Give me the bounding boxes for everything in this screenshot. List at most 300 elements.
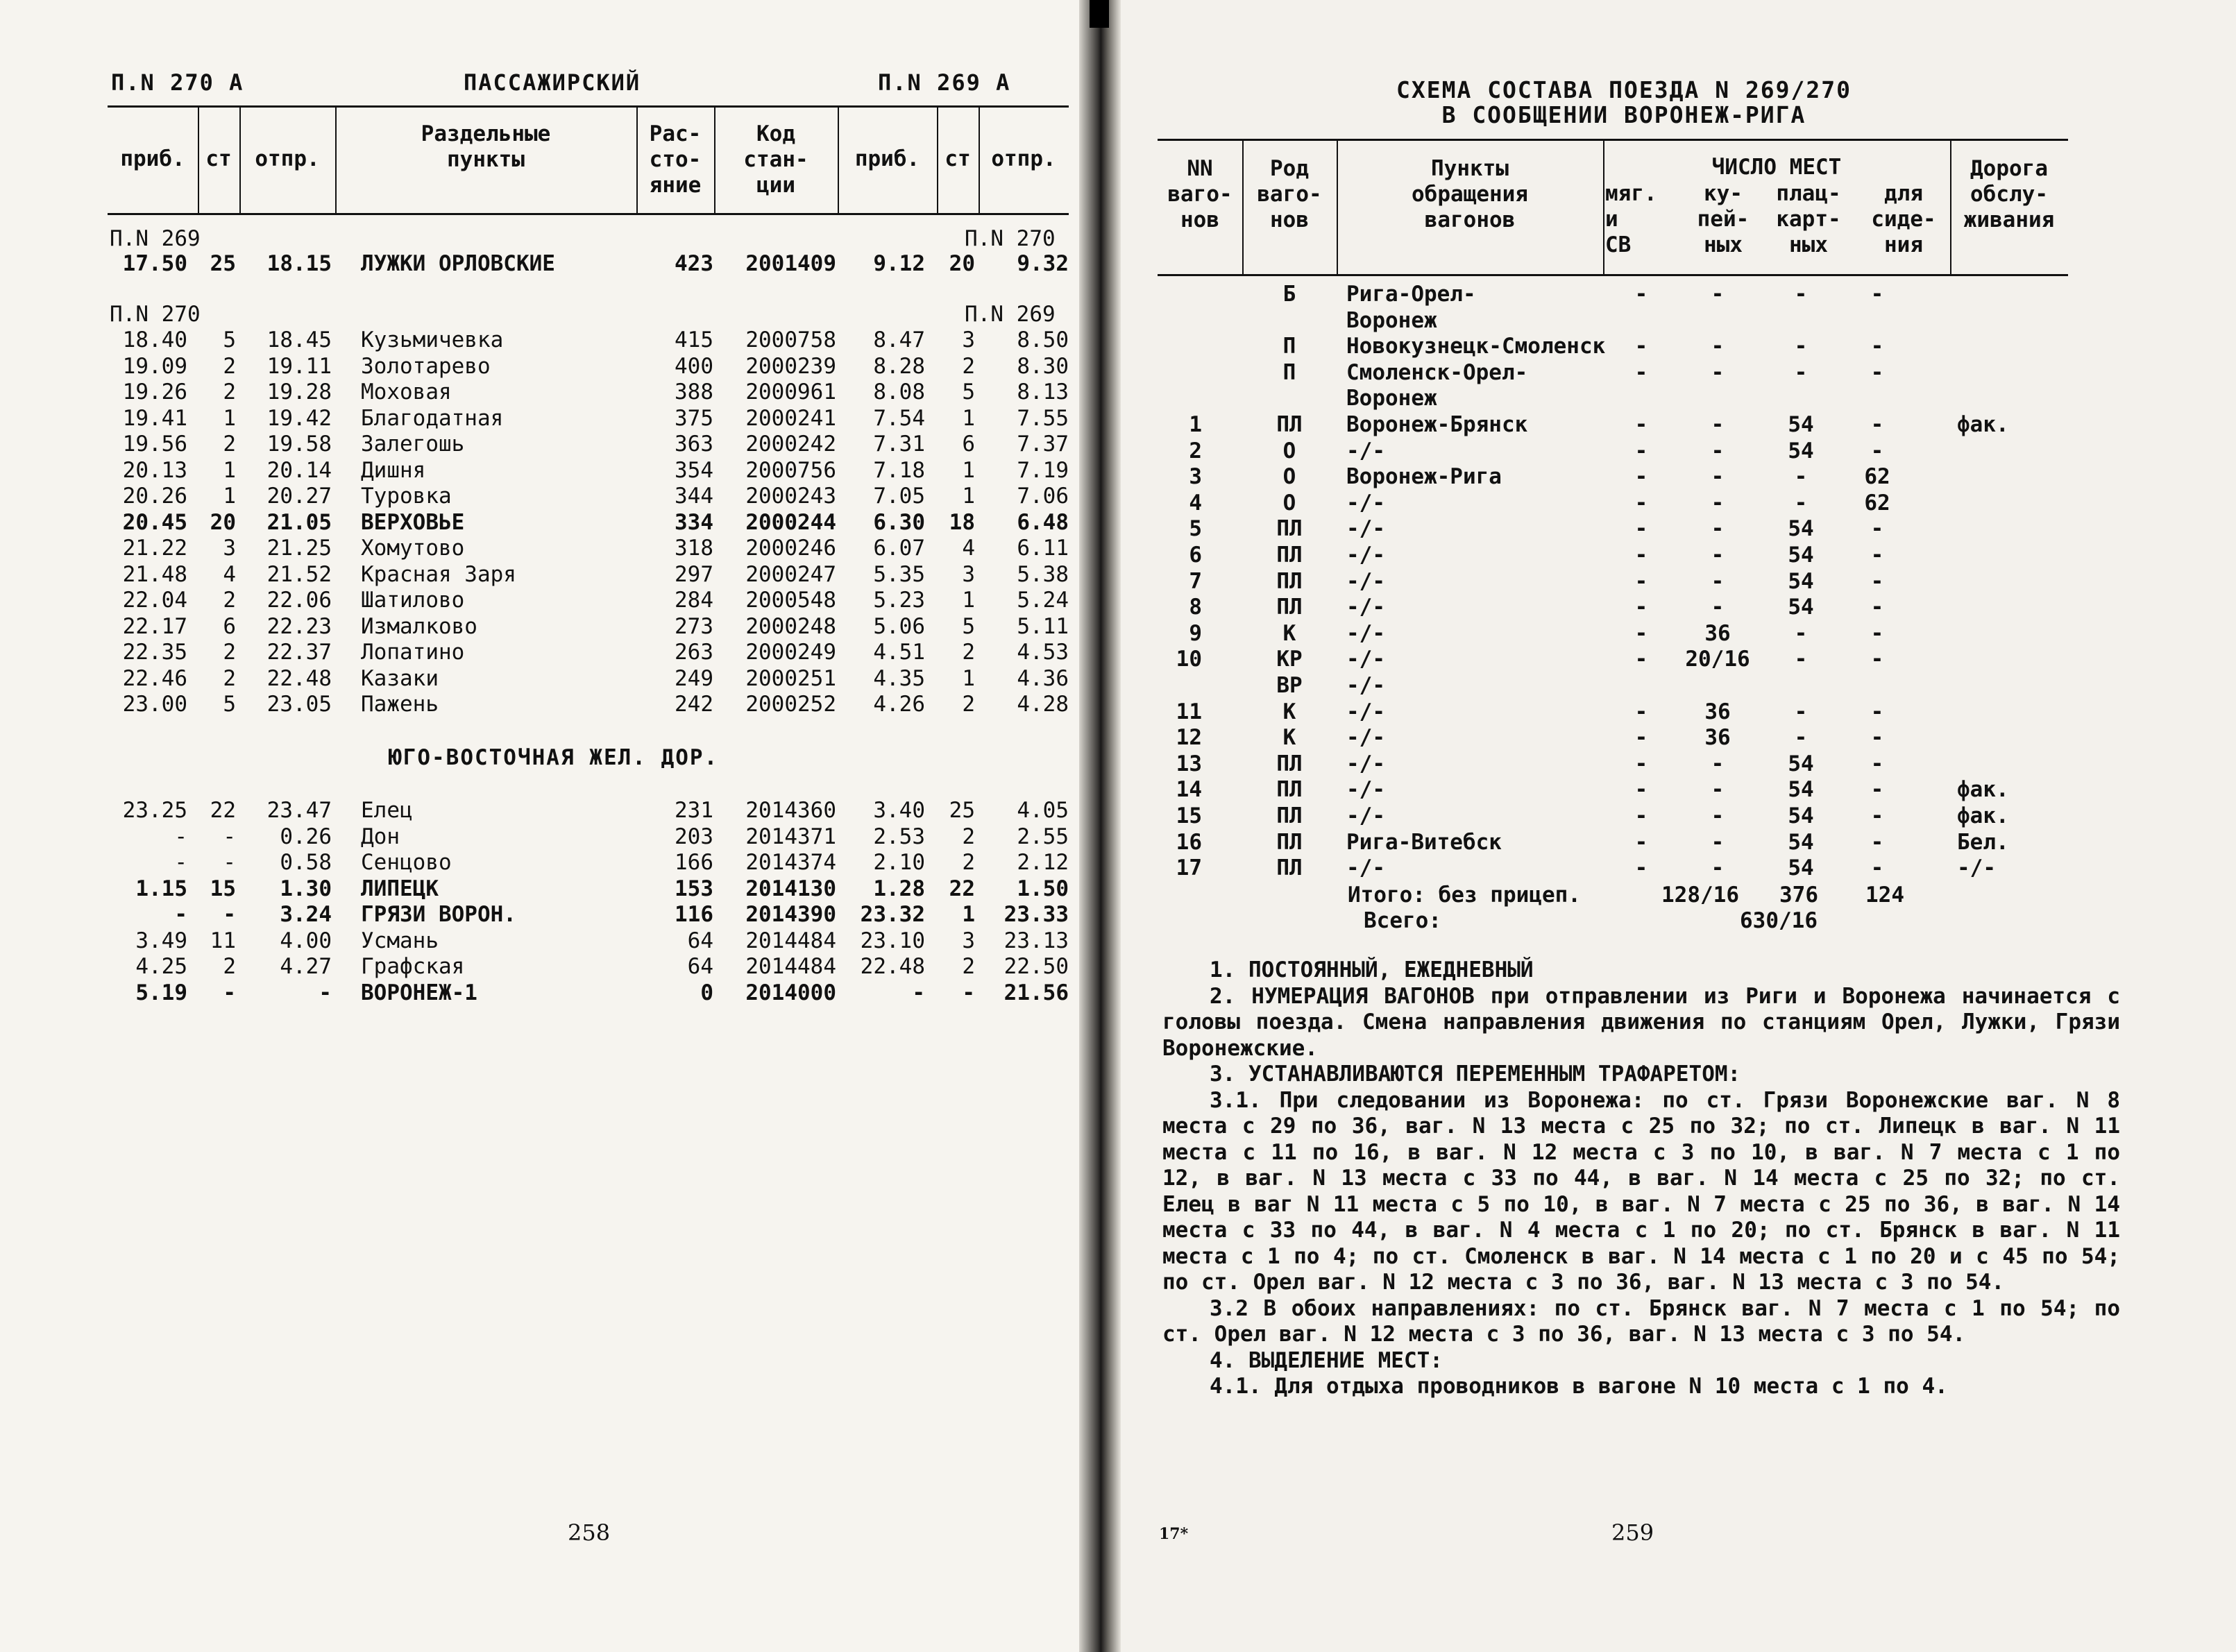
cell-soft: - [1634,334,1648,359]
cell-st: 2 [223,640,236,665]
cell-coupe: 20/16 [1685,647,1750,672]
cell-code: 2014360 [745,798,836,823]
cell-nn: 5 [1189,516,1202,542]
cell-soft: - [1634,490,1648,516]
cell-code: 2014000 [745,980,836,1005]
cell-dep2: 4.28 [1017,692,1069,717]
col-soft: мяг. и СВ [1605,181,1657,257]
table-row [0,621,2236,647]
cell-st2: - [962,980,975,1005]
cell-arr2: 23.10 [860,928,925,953]
cell-soft: - [1634,829,1648,855]
cell-nn: 6 [1189,543,1202,568]
table-row [0,725,2236,751]
col-sitting: для сиде- ния [1871,181,1936,257]
cell-soft: - [1634,620,1648,646]
cell-dist: 400 [675,353,713,379]
cell-sit: - [1870,334,1884,359]
cell-arr: - [174,902,187,927]
cell-name: ВЕРХОВЬЕ [361,509,465,535]
cell-sit: 62 [1864,464,1890,490]
cell-coupe: - [1711,568,1725,594]
table-row [0,360,2236,386]
col-arrival: приб. [120,146,185,171]
cell-st: - [223,980,236,1005]
cell-dist: 64 [687,928,713,953]
cell-dist: 273 [675,613,713,639]
cell-arr: 22.46 [122,665,187,691]
cell-st: 4 [223,561,236,587]
cell-dist: 334 [675,509,713,535]
cell-st2: 25 [949,798,975,823]
cell-dep2: 7.55 [1017,405,1069,431]
cell-sit: - [1870,803,1884,828]
cell-code: 2000758 [745,327,836,352]
col-seats-group: ЧИСЛО МЕСТ [1711,155,1842,180]
cell-kind: ПЛ [1276,516,1303,542]
cell-arr2: 8.47 [873,327,925,352]
cell-st2: 5 [962,613,975,639]
cell-nn: 1 [1189,412,1202,437]
cell-plac: 54 [1788,751,1814,776]
cell-soft: - [1634,725,1648,751]
cell-arr2: 8.28 [873,353,925,379]
table-row [0,251,1096,277]
cell-st: 1 [223,484,236,509]
table-row [0,803,2236,829]
cell-route: Рига-Витебск [1346,829,1502,855]
col-distance: Рас- сто- яние [649,121,702,198]
cell-dist: 231 [675,798,713,823]
cell-kind: П [1282,334,1296,359]
cell-sit: - [1870,699,1884,724]
cell-st2: 18 [949,509,975,535]
cell-dep: 23.05 [266,692,332,717]
cell-kind: О [1282,464,1296,490]
cell-dep: 19.42 [266,405,332,431]
cell-dep2: 2.12 [1017,850,1069,875]
cell-sit: - [1870,725,1884,751]
cell-st2: 2 [962,850,975,875]
note-2: 2. НУМЕРАЦИЯ ВАГОНОВ при отправлении из Риги и Воронежа начинается с головы поезда. Смена направления движения по станциям Орел, Лужки, Грязи Воронежские. [1162,983,2120,1061]
cell-name: Хомутово [361,536,465,561]
cell-code: 2000961 [745,380,836,405]
cell-sit: - [1870,359,1884,385]
cell-code: 2000251 [745,665,836,691]
cell-soft: - [1634,595,1648,620]
cell-nn: 17 [1176,855,1202,881]
col-route: Пункты обращения вагонов [1412,156,1528,232]
cell-dist: 153 [675,876,713,901]
cell-code: 2000246 [745,536,836,561]
cell-arr: 21.48 [122,561,187,587]
cell-dep2: 6.11 [1017,536,1069,561]
cell-route: Воронеж-Брянск [1346,412,1528,437]
cell-dep2: 5.38 [1017,561,1069,587]
cell-arr2: 7.54 [873,405,925,431]
cell-st: 5 [223,327,236,352]
note-3-1: 3.1. При следовании из Воронежа: по ст. Грязи Воронежские ваг. N 8 места с 29 по 36, ваг. N 13 места с 25 по 32; по ст. Липецк в ваг. N 11 места с 11 по 16, в ваг. N 12 места с 3 по 10, в ваг. N 7 места с 1 по 12, в ваг. N 13 места с 33 по 44, в ваг. N 14 места с 25 по 32; по ст. Елец в ваг N 11 места с 5 по 10, в ваг. N 7 места с 25 по 36, в ваг. N 14 места с 33 по 44, в ваг. N 4 места с 1 по 20; по ст. Брянск в ваг. N 11 места с 1 по 4; по ст. Смоленск в ваг. N 14 места с 1 по 20 и с 45 по 54; по ст. Орел ваг. N 12 места с 3 по 36, ваг. N 13 места с 3 по 54. [1162,1087,2120,1295]
cell-st2: 2 [962,824,975,849]
cell-nn: 2 [1189,438,1202,463]
cell-dep2: 6.48 [1017,509,1069,535]
cell-st: 22 [210,798,236,823]
cell-dist: 203 [675,824,713,849]
cell-plac: - [1794,647,1808,672]
notes-block [1162,957,2120,1400]
col-departure-2: отпр. [991,146,1056,171]
col-departure: отпр. [255,146,320,171]
table-row [0,647,2236,672]
cell-coupe: - [1711,438,1725,463]
cell-st2: 3 [962,561,975,587]
cell-soft: - [1634,855,1648,881]
table-row [0,902,1096,928]
cell-dist: 284 [675,588,713,613]
cell-dep: 3.24 [280,902,332,927]
cell-dep: 23.47 [266,798,332,823]
cell-arr: 19.56 [122,432,187,457]
cell-name: ВОРОНЕЖ-1 [361,980,477,1005]
table-row [0,516,2236,542]
cell-code: 2014484 [745,928,836,953]
cell-soft: - [1634,751,1648,776]
col-points: Раздельные пункты [421,121,551,172]
cell-plac: - [1794,334,1808,359]
cell-name: ГРЯЗИ ВОРОН. [361,902,516,927]
cell-nn: 16 [1176,829,1202,855]
cell-dep: 22.06 [266,588,332,613]
cell-code: 2000242 [745,432,836,457]
cell-st: 25 [210,251,236,276]
cell-st2: 5 [962,380,975,405]
cell-route: -/- [1346,647,1385,672]
cell-kind: П [1282,359,1296,385]
cell-name: Казаки [361,665,439,691]
cell-road: -/- [1957,855,1996,881]
cell-arr: 19.26 [122,380,187,405]
cell-arr: - [174,850,187,875]
cell-route: -/- [1346,725,1385,751]
cell-name: Сенцово [361,850,452,875]
cell-name: ЛИПЕЦК [361,876,439,901]
note-3-2: 3.2 В обоих направлениях: по ст. Брянск ваг. N 7 места с 1 по 54; по ст. Орел ваг. N 12 места с 3 по 36, ваг. N 13 места с 3 по 54. [1162,1295,2120,1347]
cell-kind: О [1282,490,1296,516]
table-row [0,777,2236,803]
cell-coupe: - [1711,412,1725,437]
cell-arr2: 2.10 [873,850,925,875]
signature-mark: 17* [1159,1525,1189,1543]
cell-arr2: 4.51 [873,640,925,665]
cell-arr: 19.41 [122,405,187,431]
cell-plac: 54 [1788,568,1814,594]
scheme-title-line1: СХЕМА СОСТАВА ПОЕЗДА N 269/270 [1396,76,1852,103]
cell-kind: К [1282,725,1296,751]
cell-code: 2014484 [745,954,836,979]
cell-dep: 0.26 [280,824,332,849]
cell-code: 2000241 [745,405,836,431]
cell-plac: - [1794,620,1808,646]
cell-st2: 1 [962,405,975,431]
cell-soft: - [1634,282,1648,307]
cell-st: 1 [223,405,236,431]
cell-arr: 17.50 [122,251,187,276]
cell-arr2: 7.18 [873,457,925,483]
cell-plac: - [1794,282,1808,307]
cell-arr: 20.13 [122,457,187,483]
cell-name: Шатилово [361,588,465,613]
grand-total-value: 630/16 [1740,908,1818,933]
col-coupe: ку- пей- ных [1697,181,1750,257]
cell-soft: - [1634,647,1648,672]
cell-nn: 13 [1176,751,1202,776]
cell-st2: 2 [962,692,975,717]
cell-dep: - [319,980,332,1005]
cell-coupe: 36 [1704,699,1731,724]
cell-sit: - [1870,595,1884,620]
cell-nn: 10 [1176,647,1202,672]
cell-plac: - [1794,490,1808,516]
cell-plac: - [1794,359,1808,385]
cell-dist: 263 [675,640,713,665]
table-row [0,954,1096,980]
cell-coupe: - [1711,829,1725,855]
cell-soft: - [1634,412,1648,437]
cell-arr: 23.25 [122,798,187,823]
cell-dep: 19.11 [266,353,332,379]
cell-road: Бел. [1957,829,2009,855]
cell-nn: 3 [1189,464,1202,490]
totals-platz: 376 [1779,883,1818,908]
cell-road: фак. [1957,412,2009,437]
cell-st: - [223,902,236,927]
cell-arr2: 1.28 [873,876,925,901]
cell-coupe: - [1711,464,1725,490]
note-1: 1. ПОСТОЯННЫЙ, ЕЖЕДНЕВНЫЙ [1210,957,1534,982]
cell-dep2: 5.24 [1017,588,1069,613]
group1-left-label: П.N 269 [110,226,201,251]
cell-arr: 3.49 [135,928,187,953]
cell-arr: 20.45 [122,509,187,535]
cell-kind: ПЛ [1276,829,1303,855]
cell-dep: 22.23 [266,613,332,639]
cell-dep2: 23.13 [1003,928,1069,953]
cell-arr2: 4.26 [873,692,925,717]
cell-dep: 1.30 [280,876,332,901]
cell-arr: 21.22 [122,536,187,561]
cell-dist: 375 [675,405,713,431]
cell-code: 2000247 [745,561,836,587]
cell-sit: - [1870,751,1884,776]
cell-dep: 4.00 [280,928,332,953]
col-platz: плац- карт- ных [1776,181,1841,257]
cell-name: Моховая [361,380,452,405]
cell-soft: - [1634,543,1648,568]
cell-nn: 7 [1189,568,1202,594]
cell-plac: 54 [1788,516,1814,542]
cell-coupe: - [1711,490,1725,516]
cell-dist: 354 [675,457,713,483]
cell-route: Воронеж-Рига [1346,464,1502,490]
cell-coupe: - [1711,543,1725,568]
table-row [0,980,1096,1006]
cell-st2: 22 [949,876,975,901]
cell-name: Елец [361,798,413,823]
cell-name: Золотарево [361,353,491,379]
cell-arr: 22.35 [122,640,187,665]
cell-dep: 21.25 [266,536,332,561]
cell-name: Пажень [361,692,439,717]
cell-soft: - [1634,516,1648,542]
cell-sit: - [1870,412,1884,437]
table-row [0,699,2236,725]
cell-plac: 54 [1788,777,1814,803]
cell-dep: 18.45 [266,327,332,352]
composition-header [1158,139,2068,276]
cell-st: 3 [223,536,236,561]
cell-soft: - [1634,568,1648,594]
cell-name: Благодатная [361,405,504,431]
cell-name: Кузьмичевка [361,327,504,352]
cell-dep: 0.58 [280,850,332,875]
table-row [0,830,2236,855]
cell-arr2: 5.06 [873,613,925,639]
cell-kind: ПЛ [1276,777,1303,803]
cell-coupe: - [1711,855,1725,881]
cell-st2: 3 [962,928,975,953]
cell-kind: К [1282,620,1296,646]
cell-arr2: - [912,980,925,1005]
cell-plac: 54 [1788,543,1814,568]
cell-kind: КР [1276,647,1303,672]
cell-code: 2000548 [745,588,836,613]
cell-st: 2 [223,380,236,405]
cell-dep2: 8.13 [1017,380,1069,405]
cell-road: фак. [1957,777,2009,803]
cell-dep2: 1.50 [1017,876,1069,901]
cell-sit: - [1870,543,1884,568]
cell-dep: 4.27 [280,954,332,979]
note-4: 4. ВЫДЕЛЕНИЕ МЕСТ: [1210,1347,1443,1373]
cell-soft: - [1634,699,1648,724]
col-stop: ст [205,146,232,171]
cell-arr2: 9.12 [873,251,925,276]
cell-dep: 19.28 [266,380,332,405]
cell-route: -/- [1346,543,1385,568]
cell-route: -/- [1346,803,1385,828]
cell-st: 1 [223,457,236,483]
cell-code: 2000239 [745,353,836,379]
table-row [0,464,2236,490]
cell-dep: 22.48 [266,665,332,691]
left-train-label: П.N 270 А [111,69,244,96]
cell-plac: 54 [1788,803,1814,828]
scheme-title-line2: В СООБЩЕНИИ ВОРОНЕЖ-РИГА [1441,101,1806,128]
cell-dist: 249 [675,665,713,691]
cell-route: -/- [1346,699,1385,724]
cell-dep: 19.58 [266,432,332,457]
cell-dep2: 7.19 [1017,457,1069,483]
cell-code: 2014374 [745,850,836,875]
cell-coupe: - [1711,516,1725,542]
cell-code: 2014371 [745,824,836,849]
cell-st: 2 [223,432,236,457]
table-row [0,282,2236,307]
cell-route: Рига-Орел- [1346,282,1476,307]
cell-st: 2 [223,588,236,613]
cell-kind: О [1282,438,1296,463]
cell-soft: - [1634,803,1648,828]
cell-route: -/- [1346,568,1385,594]
cell-dep2: 4.05 [1017,798,1069,823]
table-row [0,595,2236,620]
cell-st: 2 [223,353,236,379]
cell-dep: 22.37 [266,640,332,665]
cell-dep: 20.14 [266,457,332,483]
totals-label: Итого: без прицеп. [1348,883,1581,908]
cell-name: Графская [361,954,465,979]
cell-st2: 3 [962,327,975,352]
gutter-tab [1090,0,1109,28]
table-row [0,386,2236,411]
cell-st: - [223,824,236,849]
cell-sit: - [1870,568,1884,594]
cell-st2: 2 [962,640,975,665]
cell-st2: 1 [962,902,975,927]
cell-plac: 54 [1788,438,1814,463]
cell-arr: 22.04 [122,588,187,613]
cell-dist: 166 [675,850,713,875]
cell-dep: 20.27 [266,484,332,509]
cell-plac: - [1794,699,1808,724]
table-row [0,543,2236,568]
cell-route: Новокузнецк-Смоленск [1346,334,1606,359]
cell-code: 2000244 [745,509,836,535]
cell-dep2: 9.32 [1017,251,1069,276]
cell-st2: 1 [962,484,975,509]
cell-arr: 4.25 [135,954,187,979]
table-row [0,334,2236,359]
cell-dep2: 8.30 [1017,353,1069,379]
cell-st2: 1 [962,665,975,691]
cell-st2: 1 [962,457,975,483]
cell-dep2: 4.53 [1017,640,1069,665]
cell-arr2: 3.40 [873,798,925,823]
cell-code: 2014130 [745,876,836,901]
col-arrival-2: приб. [854,146,920,171]
cell-route: -/- [1346,751,1385,776]
cell-nn: 4 [1189,490,1202,516]
cell-st2: 2 [962,353,975,379]
cell-code: 2000248 [745,613,836,639]
cell-dist: 344 [675,484,713,509]
cell-route: -/- [1346,777,1385,803]
cell-sit: 62 [1864,490,1890,516]
cell-arr: 18.40 [122,327,187,352]
cell-name: Залегошь [361,432,465,457]
cell-arr2: 6.30 [873,509,925,535]
table-row [0,438,2236,464]
cell-dist: 297 [675,561,713,587]
cell-dist: 0 [700,980,713,1005]
table-row [0,928,1096,954]
cell-dist: 415 [675,327,713,352]
cell-coupe: - [1711,751,1725,776]
cell-arr: 23.00 [122,692,187,717]
cell-road: фак. [1957,803,2009,828]
note-3: 3. УСТАНАВЛИВАЮТСЯ ПЕРЕМЕННЫМ ТРАФАРЕТОМ: [1210,1062,1741,1087]
cell-kind: ПЛ [1276,568,1303,594]
